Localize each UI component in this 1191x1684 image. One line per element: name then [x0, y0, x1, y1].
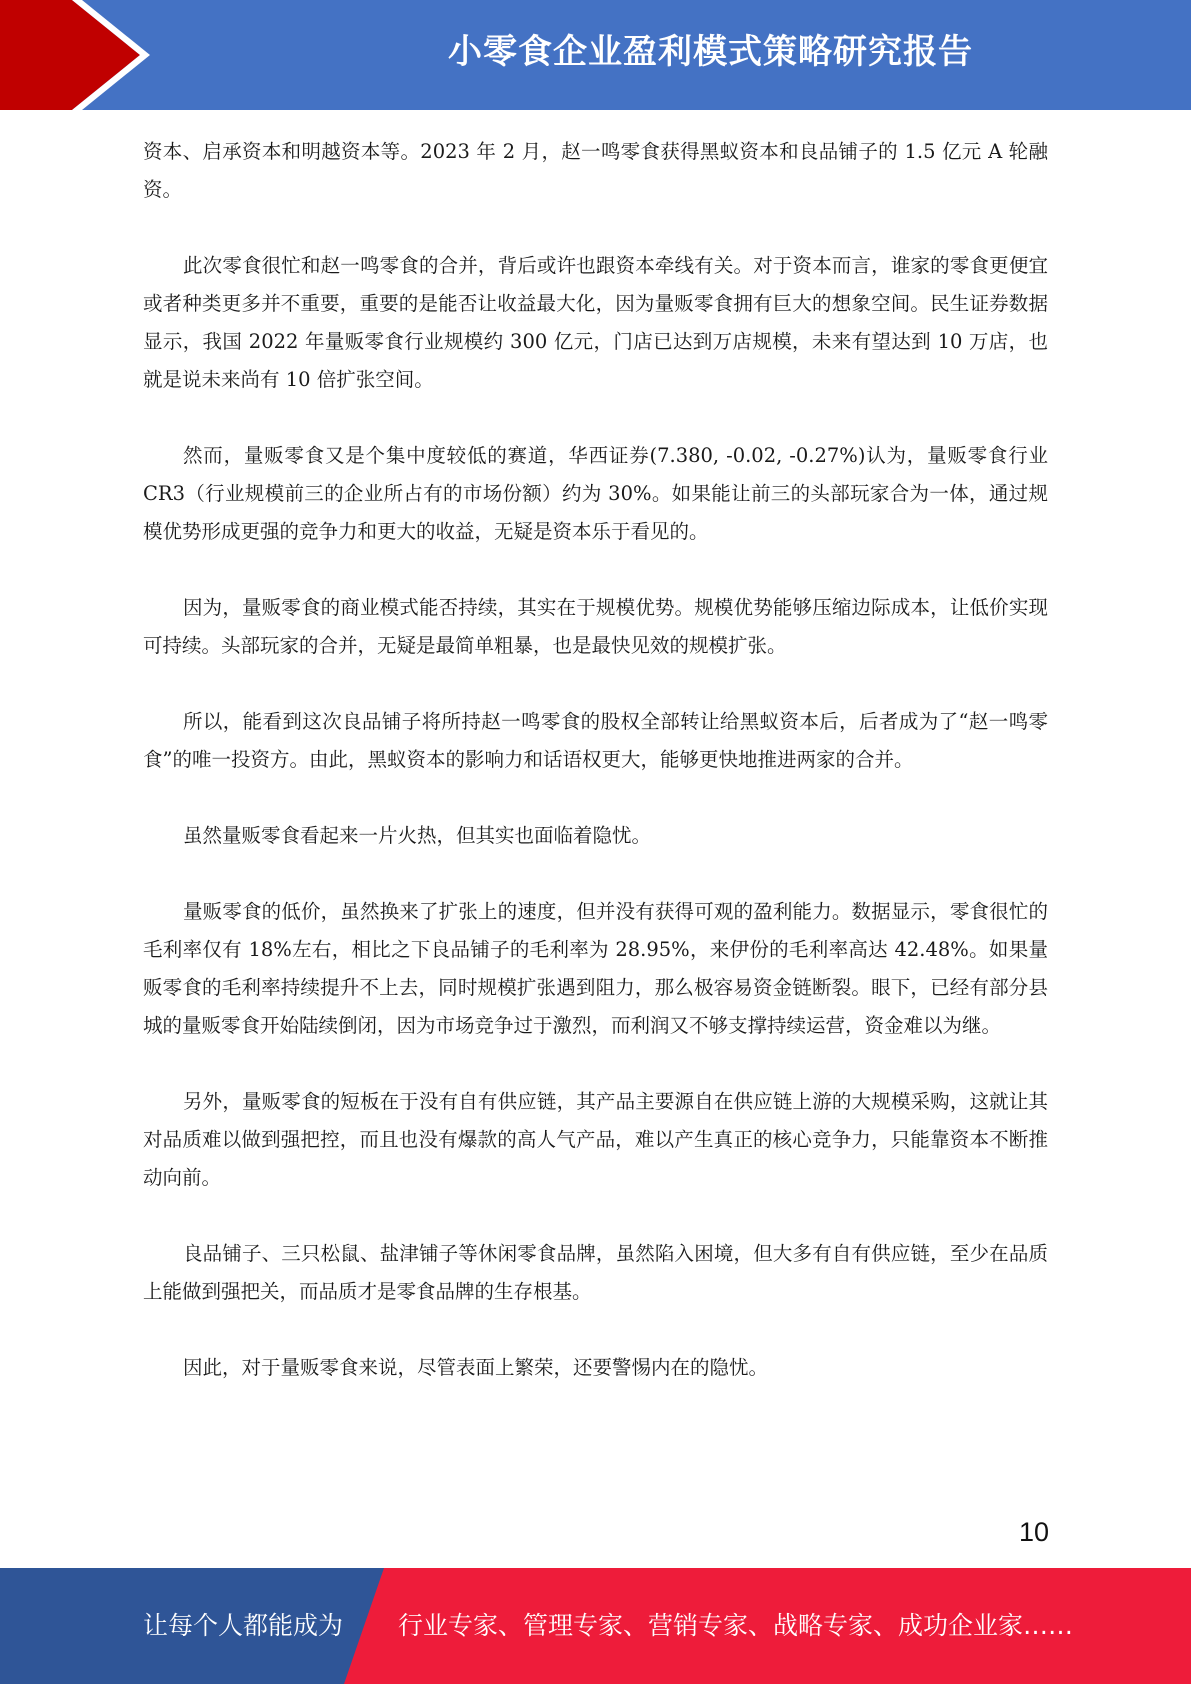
- paragraph: 另外，量贩零食的短板在于没有自有供应链，其产品主要源自在供应链上游的大规模采购，这就让其对品质难以做到强把控，而且也没有爆款的高人气产品，难以产生真正的核心竞争力，只能靠资本不断推动向前。: [143, 1090, 1048, 1189]
- paragraph: 此次零食很忙和赵一鸣零食的合并，背后或许也跟资本牵线有关。对于资本而言，谁家的零食更便宜或者种类更多并不重要，重要的是能否让收益最大化，因为量贩零食拥有巨大的想象空间。民生证券数据显示，我国 2022 年量贩零食行业规模约 300 亿元，门店已达到万店规模，未来有望达到 10 万店，也就是说未来尚有 10 倍扩张空间。: [143, 254, 1048, 391]
- paragraph: 资本、启承资本和明越资本等。2023 年 2 月，赵一鸣零食获得黑蚁资本和良品铺子的 1.5 亿元 A 轮融资。: [143, 140, 1048, 201]
- header-arrow-decoration: [0, 0, 160, 110]
- report-title: 小零食企业盈利模式策略研究报告: [448, 32, 973, 72]
- paragraph: 良品铺子、三只松鼠、盐津铺子等休闲零食品牌，虽然陷入困境，但大多有自有供应链，至少在品质上能做到强把关，而品质才是零食品牌的生存根基。: [143, 1242, 1048, 1303]
- page-number: 10: [1018, 1517, 1049, 1547]
- paragraph: 因为，量贩零食的商业模式能否持续，其实在于规模优势。规模优势能够压缩边际成本，让低价实现可持续。头部玩家的合并，无疑是最简单粗暴，也是最快见效的规模扩张。: [143, 596, 1048, 657]
- paragraph: 然而，量贩零食又是个集中度较低的赛道，华西证券(7.380, -0.02, -0.27%)认为，量贩零食行业 CR3（行业规模前三的企业所占有的市场份额）约为 30%。如果能让前三的头部玩家合为一体，通过规模优势形成更强的竞争力和更大的收益，无疑是资本乐于看见的。: [143, 444, 1048, 543]
- header-banner: [0, 0, 1191, 110]
- footer-banner: [0, 1568, 1191, 1684]
- footer-slogan-right: 行业专家、管理专家、营销专家、战略专家、成功企业家……: [398, 1611, 1074, 1640]
- paragraph: 所以，能看到这次良品铺子将所持赵一鸣零食的股权全部转让给黑蚁资本后，后者成为了“赵一鸣零食”的唯一投资方。由此，黑蚁资本的影响力和话语权更大，能够更快地推进两家的合并。: [143, 710, 1048, 771]
- body-text: [143, 133, 1048, 1425]
- paragraph: 量贩零食的低价，虽然换来了扩张上的速度，但并没有获得可观的盈利能力。数据显示，零食很忙的毛利率仅有 18%左右，相比之下良品铺子的毛利率为 28.95%，来伊份的毛利率高达 42.48%。如果量贩零食的毛利率持续提升不上去，同时规模扩张遇到阻力，那么极容易资金链断裂。眼下，已经有部分县城的量贩零食开始陆续倒闭，因为市场竞争过于激烈，而利润又不够支撑持续运营，资金难以为继。: [143, 900, 1048, 1037]
- paragraph: 虽然量贩零食看起来一片火热，但其实也面临着隐忧。: [183, 824, 652, 847]
- footer-slogan-left: 让每个人都能成为: [143, 1611, 344, 1640]
- paragraph: 因此，对于量贩零食来说，尽管表面上繁荣，还要警惕内在的隐忧。: [183, 1356, 769, 1379]
